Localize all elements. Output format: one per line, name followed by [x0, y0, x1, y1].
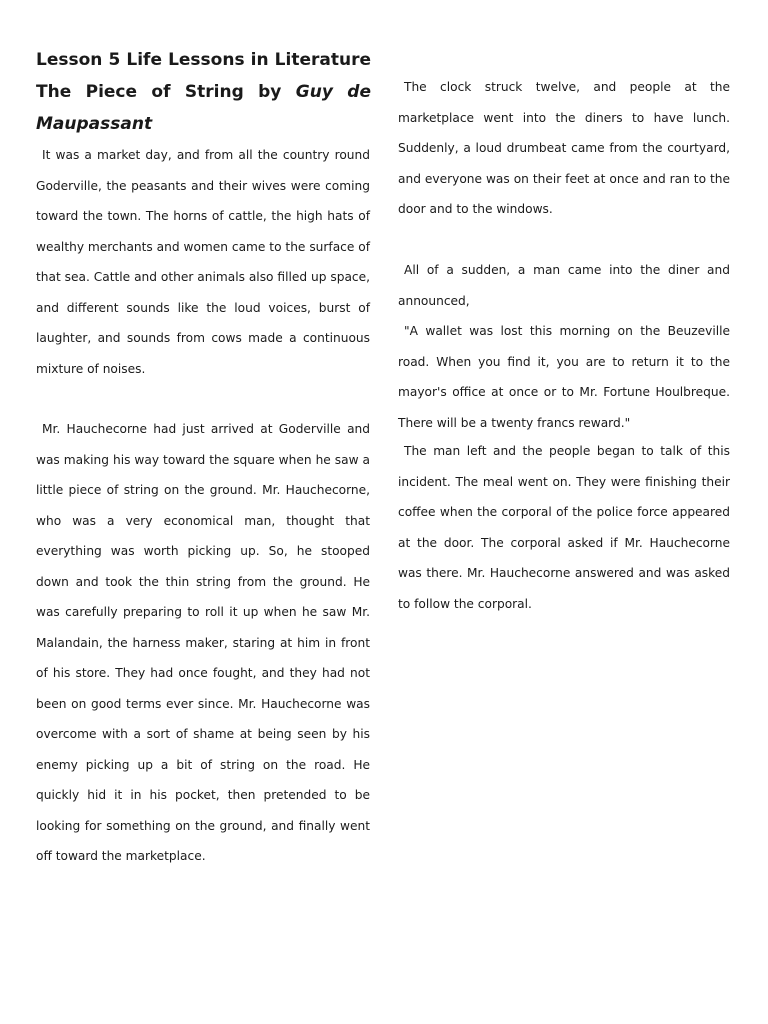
right-paragraph-3: "A wallet was lost this morning on the Beuzeville road. When you find it, you are to return it to the mayor's office at once or to Mr. Fortune Houlbreque. There will be a twenty francs reward." — [398, 324, 730, 430]
title-line-2 — [36, 76, 371, 140]
left-paragraph-2: Mr. Hauchecorne had just arrived at Goderville and was making his way toward the square when he saw a little piece of string on the ground. Mr. Hauchecorne, who was a very economical man, thought that everything was worth picking up. So, he stooped down and took the thin string from the ground. He was carefully preparing to roll it up when he saw Mr. Malandain, the harness maker, staring at him in front of his store. They had once fought, and they had not been on good terms ever since. Mr. Hauchecorne was overcome with a sort of shame at being seen by his enemy picking up a bit of string on the road. He quickly hid it in his pocket, then pretended to be looking for something on the ground, and finally went off toward the marketplace. — [36, 422, 370, 863]
title-line-1: Lesson 5 Life Lessons in Literature — [36, 50, 371, 70]
left-paragraph-1: It was a market day, and from all the country round Goderville, the peasants and their wives were coming toward the town. The horns of cattle, the high hats of wealthy merchants and women came to the surface of that sea. Cattle and other animals also filled up space, and different sounds like the loud voices, burst of laughter, and sounds from cows made a continuous mixture of noises. — [36, 148, 370, 376]
right-paragraph-4: The man left and the people began to talk of this incident. The meal went on. They were finishing their coffee when the corporal of the police force appeared at the door. The corporal asked if Mr. Hauchecorne was there. Mr. Hauchecorne answered and was asked to follow the corporal. — [398, 444, 730, 611]
story-title: The Piece of String by — [36, 82, 296, 102]
lesson-title — [36, 44, 371, 140]
author-name: Guy de Maupassant — [36, 82, 371, 134]
right-paragraph-1: The clock struck twelve, and people at the marketplace went into the diners to have lunch. Suddenly, a loud drumbeat came from the courtyard, and everyone was on their feet at once and ran to the door and to the windows. — [398, 80, 730, 216]
right-paragraph-2: All of a sudden, a man came into the diner and announced, — [398, 263, 730, 308]
